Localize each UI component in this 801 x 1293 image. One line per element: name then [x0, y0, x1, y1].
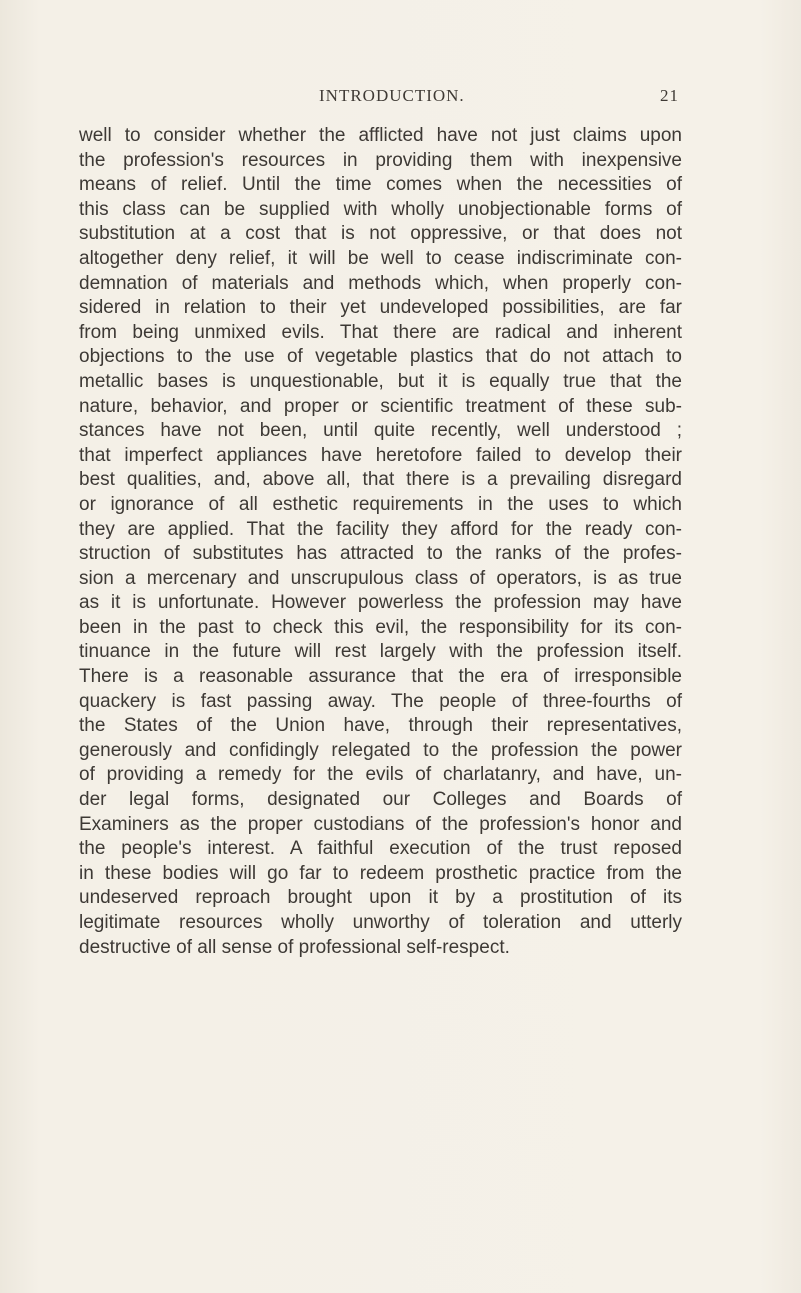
text-line: There is a reasonable assurance that the era of irresponsible — [79, 666, 682, 688]
text-line: sidered in relation to their yet undeveloped possibilities, are far — [79, 297, 682, 319]
text-line: substitution at a cost that is not oppressive, or that does not — [79, 223, 682, 245]
text-line: best qualities, and, above all, that there is a prevailing disregard — [79, 469, 682, 491]
text-line: been in the past to check this evil, the responsibility for its con- — [79, 616, 682, 638]
text-line: nature, behavior, and proper or scientific treatment of these sub- — [79, 395, 682, 417]
text-line: der legal forms, designated our Colleges and Boards of — [79, 789, 682, 811]
text-line: struction of substitutes has attracted to the ranks of the profes- — [79, 543, 682, 565]
text-line: quackery is fast passing away. The people of three-fourths of — [79, 690, 682, 712]
text-line: well to consider whether the afflicted have not just claims upon — [79, 125, 682, 146]
text-line: Examiners as the proper custodians of the profession's honor and — [79, 813, 682, 835]
text-line: from being unmixed evils. That there are radical and inherent — [79, 321, 682, 343]
text-line: the people's interest. A faithful execution of the trust reposed — [79, 838, 682, 860]
text-line: destructive of all sense of professional self-respect. — [79, 936, 510, 958]
text-line: sion a mercenary and unscrupulous class of operators, is as true — [79, 567, 682, 589]
text-line: or ignorance of all esthetic requirements in the uses to which — [79, 493, 682, 515]
body-text — [79, 124, 682, 960]
text-line: they are applied. That the facility they afford for the ready con- — [79, 518, 682, 540]
text-line: this class can be supplied with wholly unobjectionable forms of — [79, 198, 682, 220]
page-number: 21 — [660, 86, 679, 105]
text-line: generously and confidingly relegated to the profession the power — [79, 739, 682, 761]
text-line: legitimate resources wholly unworthy of toleration and utterly — [79, 912, 682, 933]
text-line: means of relief. Until the time comes when the necessities of — [79, 174, 682, 196]
text-line: as it is unfortunate. However powerless the profession may have — [79, 592, 682, 614]
text-line: tinuance in the future will rest largely with the profession itself. — [79, 641, 682, 663]
text-line: the States of the Union have, through their representatives, — [79, 715, 682, 737]
chapter-title: INTRODUCTION. — [319, 86, 465, 105]
text-line: stances have not been, until quite recently, well understood ; — [79, 420, 682, 442]
text-line: that imperfect appliances have heretofore failed to develop their — [79, 444, 682, 466]
text-line: demnation of materials and methods which, when properly con- — [79, 272, 682, 294]
text-line: the profession's resources in providing them with inexpensive — [79, 149, 682, 171]
text-line: undeserved reproach brought upon it by a prostitution of its — [79, 887, 682, 909]
text-line: in these bodies will go far to redeem prosthetic practice from the — [79, 862, 682, 884]
text-line: metallic bases is unquestionable, but it is equally true that the — [79, 370, 682, 392]
text-line: altogether deny relief, it will be well to cease indiscriminate con- — [79, 247, 682, 269]
running-head — [79, 86, 679, 110]
text-line: objections to the use of vegetable plastics that do not attach to — [79, 346, 682, 368]
text-line: of providing a remedy for the evils of charlatanry, and have, un- — [79, 764, 682, 786]
